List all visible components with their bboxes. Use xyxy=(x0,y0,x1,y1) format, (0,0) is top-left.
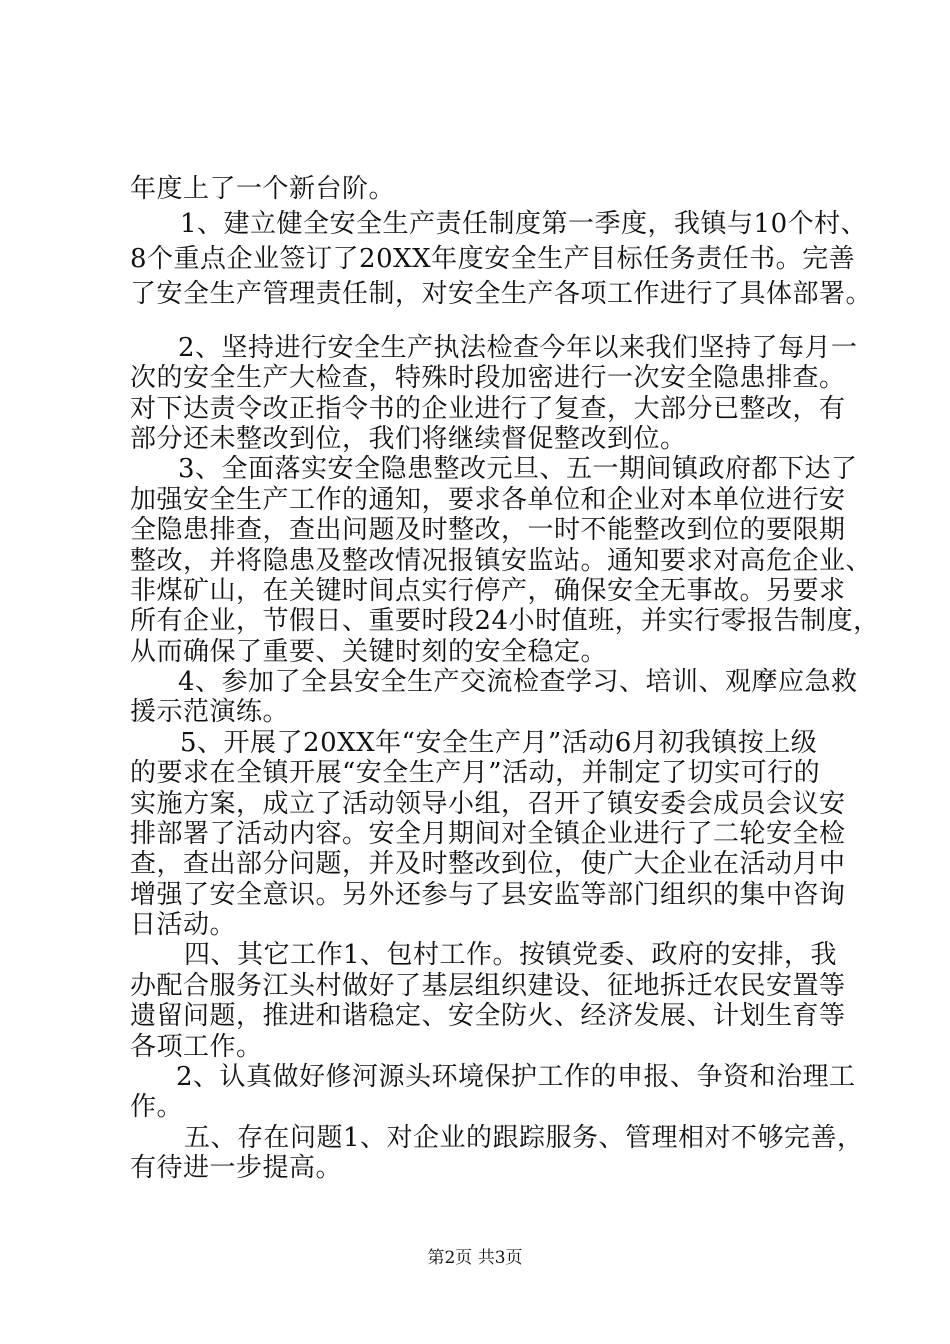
text-line: 从而确保了重要、关键时刻的安全稳定。 xyxy=(130,637,608,667)
text-line: 办配合服务江头村做好了基层组织建设、征地拆迁农民安置等 xyxy=(130,971,846,1001)
text-line: 非煤矿山，在关键时间点实行停产，确保安全无事故。另要求 xyxy=(130,576,846,606)
text-line: 的要求在全镇开展“安全生产月”活动，并制定了切实可行的 xyxy=(130,758,821,788)
text-line: 了安全生产管理责任制，对安全生产各项工作进行了具体部署。 xyxy=(130,279,873,309)
text-line: 增强了安全意识。另外还参与了县安监等部门组织的集中咨询 xyxy=(130,880,846,910)
text-line: 遗留问题，推进和谐稳定、安全防火、经济发展、计划生育等 xyxy=(130,1001,846,1031)
text-line: 1、建立健全安全生产责任制度第一季度，我镇与10个村、 xyxy=(180,209,868,239)
text-line: 有待进一步提高。 xyxy=(130,1153,343,1183)
text-line: 实施方案，成立了活动领导小组，召开了镇安委会成员会议安 xyxy=(130,789,846,819)
text-line: 各项工作。 xyxy=(130,1032,263,1062)
text-line: 2、认真做好修河源头环境保护工作的申报、争资和治理工 xyxy=(176,1062,856,1092)
text-line: 查，查出部分问题，并及时整改到位，使广大企业在活动月中 xyxy=(130,849,846,879)
text-line: 年度上了一个新台阶。 xyxy=(130,174,396,204)
text-line: 所有企业，节假日、重要时段24小时值班，并实行零报告制度， xyxy=(130,606,880,636)
text-line: 日活动。 xyxy=(130,910,237,940)
page-footer: 第2页 共3页 xyxy=(427,1248,523,1268)
text-line: 次的安全生产大检查，特殊时段加密进行一次安全隐患排查。 xyxy=(130,363,846,393)
text-line: 8个重点企业签订了20XX年度安全生产目标任务责任书。完善 xyxy=(130,244,856,274)
text-line: 全隐患排查，查出问题及时整改，一时不能整改到位的要限期 xyxy=(130,515,846,545)
text-line: 2、坚持进行安全生产执法检查今年以来我们坚持了每月一 xyxy=(178,333,858,363)
text-line: 整改，并将隐患及整改情况报镇安监站。通知要求对高危企业、 xyxy=(130,546,873,576)
text-line: 加强安全生产工作的通知，要求各单位和企业对本单位进行安 xyxy=(130,485,846,515)
text-line: 4、参加了全县安全生产交流检查学习、培训、观摩应急救 xyxy=(178,667,858,697)
text-line: 五、存在问题1、对企业的跟踪服务、管理相对不够完善， xyxy=(184,1123,864,1153)
text-line: 3、全面落实安全隐患整改元旦、五一期间镇政府都下达了 xyxy=(178,454,858,484)
text-line: 四、其它工作1、包村工作。按镇党委、政府的安排，我 xyxy=(184,940,838,970)
text-line: 排部署了活动内容。安全月期间对全镇企业进行了二轮安全检 xyxy=(130,819,846,849)
text-line: 部分还未整改到位，我们将继续督促整改到位。 xyxy=(130,424,687,454)
text-line: 援示范演练。 xyxy=(130,697,290,727)
text-line: 作。 xyxy=(130,1092,184,1122)
text-line: 对下达责令改正指令书的企业进行了复查，大部分已整改，有 xyxy=(130,394,846,424)
text-line: 5、开展了20XX年“安全生产月”活动6月初我镇按上级 xyxy=(180,728,818,758)
